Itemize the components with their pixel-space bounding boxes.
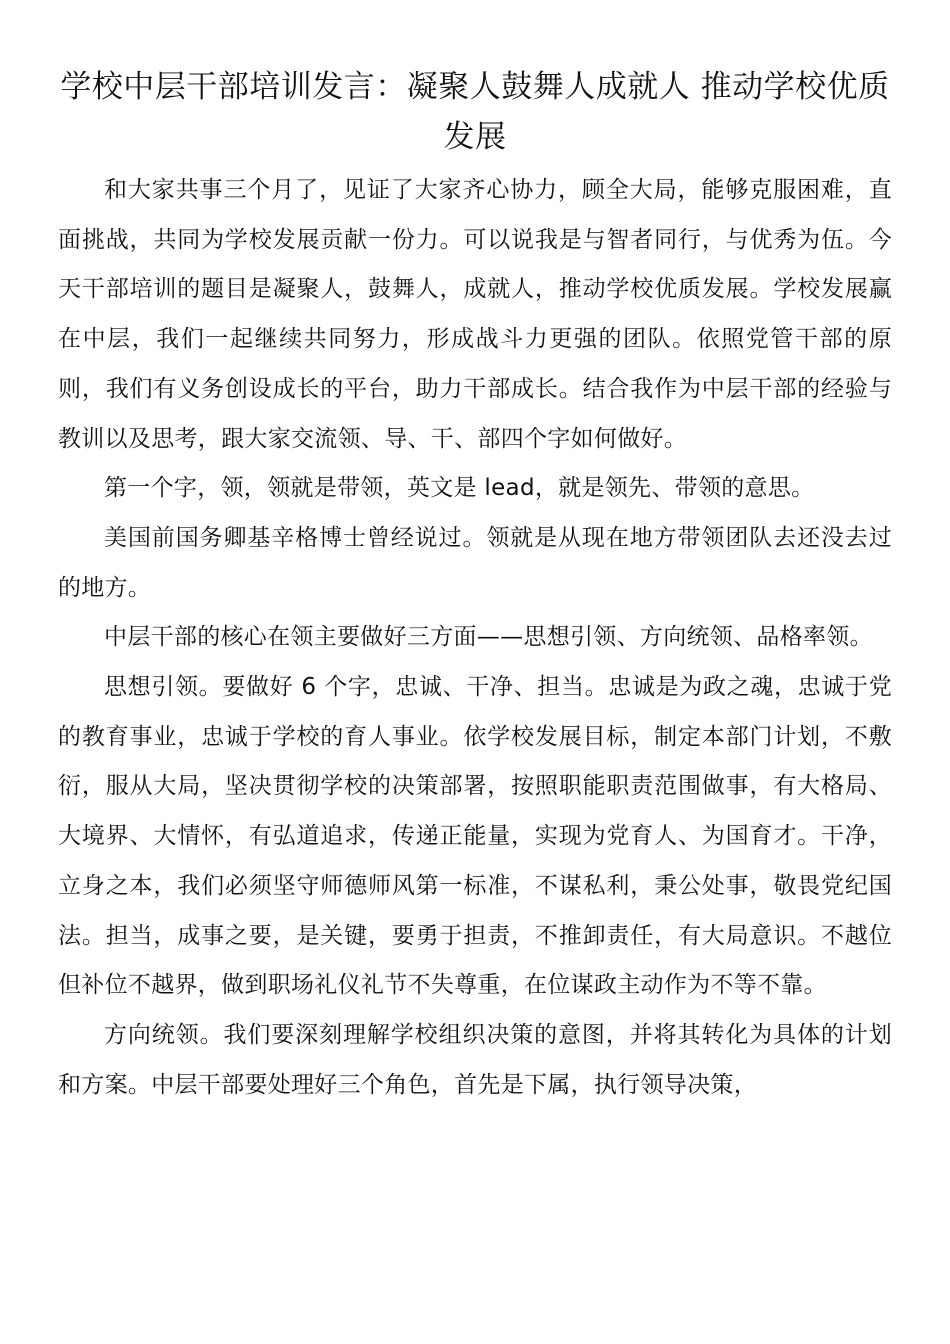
paragraph-ideological-lead: 思想引领。要做好 6 个字，忠诚、干净、担当。忠诚是为政之魂，忠诚于党的教育事业，忠诚于学校的育人事业。依学校发展目标，制定本部门计划，不敷衍，服从大局，坚决贯彻学校的决策部署，按照职能职责范围做事，有大格局、大境界、大情怀，有弘道追求，传递正能量，实现为党育人、为国育才。干净，立身之本，我们必须坚守师德师风第一标准，不谋私利，秉公处事，敬畏党纪国法。担当，成事之要，是关键，要勇于担责，不推卸责任，有大局意识。不越位但补位不越界，做到职场礼仪礼节不失尊重，在位谋政主动作为不等不靠。: [58, 674, 892, 999]
document-body: [58, 166, 892, 1110]
paragraph-intro: 和大家共事三个月了，见证了大家齐心协力，顾全大局，能够克服困难，直面挑战，共同为学校发展贡献一份力。可以说我是与智者同行，与优秀为伍。今天干部培训的题目是凝聚人，鼓舞人，成就人，推动学校优质发展。学校发展赢在中层，我们一起继续共同努力，形成战斗力更强的团队。依照党管干部的原则，我们有义务创设成长的平台，助力干部成长。结合我作为中层干部的经验与教训以及思考，跟大家交流领、导、干、部四个字如何做好。: [58, 177, 892, 452]
paragraph-direction-lead: 方向统领。我们要深刻理解学校组织决策的意图，并将其转化为具体的计划和方案。中层干部要处理好三个角色，首先是下属，执行领导决策，: [58, 1021, 892, 1098]
paragraph-kissinger-quote: 美国前国务卿基辛格博士曾经说过。领就是从现在地方带领团队去还没去过的地方。: [58, 524, 892, 601]
paragraph-first-word-lead: 第一个字，领，领就是带领，英文是 lead，就是领先、带领的意思。: [104, 475, 815, 502]
paragraph-three-aspects: 中层干部的核心在领主要做好三方面——思想引领、方向统领、品格率领。: [104, 624, 873, 651]
document-title: 学校中层干部培训发言：凝聚人鼓舞人成就人 推动学校优质发展: [60, 69, 890, 155]
